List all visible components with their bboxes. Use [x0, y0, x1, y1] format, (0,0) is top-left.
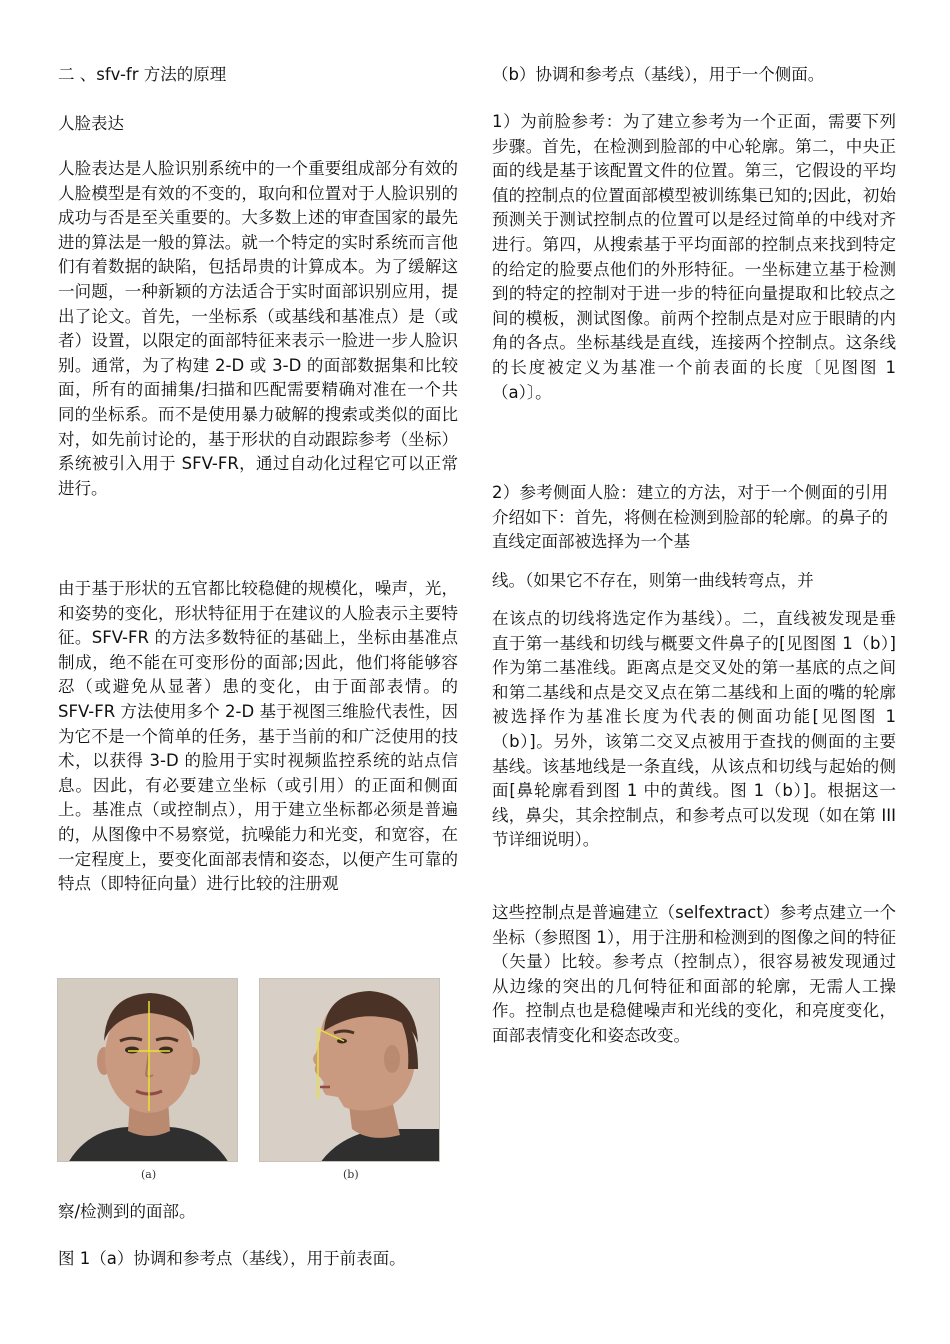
profile-reference-line: 线。（如果它不存在，则第一曲线转弯点，并 — [492, 571, 814, 590]
profile-face-image — [260, 979, 440, 1162]
figure-profile-face — [259, 978, 440, 1162]
intro-paragraph: 人脸表达是人脸识别系统中的一个重要组成部分有效的人脸模型是有效的不变的，取向和位置对于人脸识别的成功与否是至关重要的。大多数上述的审查国家的最先进的算法是一般的算法。就一个特定的实时系统而言他们有着数据的缺陷，包括昂贵的计算成本。为了缓解这一问题，一种新颖的方法适合于实时面部识别应用，提出了论文。首先，一坐标系（或基线和基准点）是（或者）设置，以限定的面部特征来表示一脸进一步人脸识别。通常，为了构建 2-D 或 3-D 的面部数据集和比较面，所有的面捕集/扫描和匹配需要精确对准在一个共同的坐标系。而不是使用暴力破解的搜索或类似的面比对，如先前讨论的，基于形状的自动跟踪参考（坐标）系统被引入用于 SFV-FR，通过自动化过程它可以正常进行。 — [58, 159, 458, 498]
control-points-paragraph: 这些控制点是普遍建立（selfextract）参考点建立一个坐标（参照图 1），用于注册和检测到的图像之间的特征（矢量）比较。参考点（控制点），很容易被发现通过从边缘的突出的几何特征和面部的轮廓，无需人工操作。控制点也是稳健噪声和光线的变化，和亮度变化，面部表情变化和姿态改变。 — [492, 903, 896, 1045]
shape-feature-paragraph: 由于基于形状的五官都比较稳健的规模化，噪声，光，和姿势的变化，形状特征用于在建议的人脸表示主要特征。SFV-FR 的方法多数特征的基础上，坐标由基准点制成，绝不能在可变形份的面部;因此，他们将能够容忍（或避免从显著）患的变化，由于面部表情。的 SFV-FR 方法使用多个 2-D 基于视图三维脸代表性，因为它不是一个简单的任务，基于当前的和广泛使用的技术，以获得 3-D 的脸用于实时视频监控系统的站点信息。因此，有必要建立坐标（或引用）的正面和侧面上。基准点（或控制点），用于建立坐标都必须是普遍的，从图像中不易察觉，抗噪能力和光变，和宽容，在一定程度上，要变化面部表情和姿态，以便产生可靠的特点（即特征向量）进行比较的注册观 — [58, 579, 458, 894]
figure-caption-b: （b）协调和参考点（基线），用于一个侧面。 — [492, 65, 825, 84]
subsection-title: 人脸表达 — [58, 114, 124, 133]
frontal-reference-paragraph: 1）为前脸参考：为了建立参考为一个正面，需要下列步骤。首先，在检测到脸部的中心轮廓。第二，中央正面的线是基于该配置文件的位置。第三，它假设的平均值的控制点的位置面部模型被训练集已知的;因此，初始预测关于测试控制点的位置可以是经过简单的中线对齐进行。第四，从搜索基于平均面部的控制点来找到特定的给定的脸要点他们的外形特征。一坐标建立基于检测到的特定的控制对于进一步的特征向量提取和比较点之间的模板，测试图像。前两个控制点是对应于眼睛的内角的各点。坐标基线是直线，连接两个控制点。这条线的长度被定义为基准一个前表面的长度〔见图图 1（a）〕。 — [492, 112, 896, 402]
figure-label-b: (b) — [343, 1168, 359, 1181]
profile-reference-continued: 在该点的切线将选定作为基线）。二，直线被发现是垂直于第一基线和切线与概要文件鼻子的[见图图 1（b）]作为第二基准线。距离点是交叉处的第一基底的点之间和第二基线和点是交叉点在第二基线和上面的嘴的轮廓被选择作为基准长度为代表的侧面功能[见图图 1（b）]。另外，该第二交叉点被用于查找的侧面的主要基线。该基地线是一条直线，从该点和切线与起始的侧面[鼻轮廓看到图 1 中的黄线。图 1（b）]。根据这一线，鼻尖，其余控制点，和参考点可以发现（如在第 III 节详细说明）。 — [492, 609, 896, 850]
section-title: 二 、sfv-fr 方法的原理 — [58, 65, 227, 84]
profile-reference-paragraph: 2）参考侧面人脸：建立的方法，对于一个侧面的引用介绍如下：首先，将侧在检测到脸部的轮廓。的鼻子的直线定面部被选择为一个基 — [492, 483, 888, 552]
figure-frontal-face — [57, 978, 238, 1162]
continuation-text: 察/检测到的面部。 — [58, 1202, 196, 1221]
figure-label-a: (a) — [141, 1168, 157, 1181]
frontal-face-image — [58, 979, 238, 1162]
figure-caption-a: 图 1（a）协调和参考点（基线），用于前表面。 — [58, 1249, 406, 1268]
